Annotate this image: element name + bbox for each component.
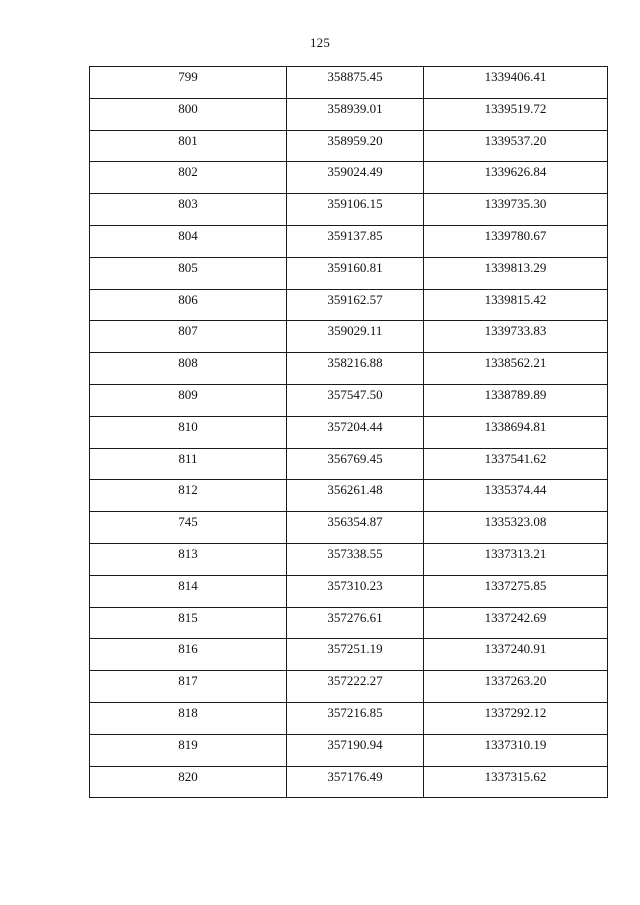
x-coordinate-cell: 358939.01 (287, 98, 424, 130)
coordinates-table (89, 66, 608, 798)
point-number-cell: 817 (90, 671, 287, 703)
point-number-cell: 810 (90, 416, 287, 448)
point-number-cell: 808 (90, 353, 287, 385)
y-coordinate-cell: 1339519.72 (424, 98, 608, 130)
y-coordinate-cell: 1335323.08 (424, 512, 608, 544)
table-row (90, 575, 608, 607)
point-number-cell: 820 (90, 766, 287, 798)
point-number-cell: 805 (90, 257, 287, 289)
y-coordinate-cell: 1337275.85 (424, 575, 608, 607)
point-number-cell: 819 (90, 734, 287, 766)
y-coordinate-cell: 1339537.20 (424, 130, 608, 162)
table-row (90, 480, 608, 512)
table-row (90, 607, 608, 639)
x-coordinate-cell: 357204.44 (287, 416, 424, 448)
y-coordinate-cell: 1338562.21 (424, 353, 608, 385)
table-row (90, 543, 608, 575)
table-row (90, 225, 608, 257)
table-row (90, 512, 608, 544)
point-number-cell: 815 (90, 607, 287, 639)
coordinates-table-container (89, 66, 607, 798)
y-coordinate-cell: 1335374.44 (424, 480, 608, 512)
table-row (90, 257, 608, 289)
y-coordinate-cell: 1339406.41 (424, 67, 608, 99)
table-row (90, 416, 608, 448)
x-coordinate-cell: 357338.55 (287, 543, 424, 575)
y-coordinate-cell: 1338789.89 (424, 384, 608, 416)
point-number-cell: 802 (90, 162, 287, 194)
point-number-cell: 807 (90, 321, 287, 353)
y-coordinate-cell: 1337240.91 (424, 639, 608, 671)
table-row (90, 321, 608, 353)
point-number-cell: 812 (90, 480, 287, 512)
table-row (90, 289, 608, 321)
y-coordinate-cell: 1337310.19 (424, 734, 608, 766)
x-coordinate-cell: 359106.15 (287, 194, 424, 226)
table-row (90, 734, 608, 766)
table-row (90, 766, 608, 798)
point-number-cell: 809 (90, 384, 287, 416)
x-coordinate-cell: 356769.45 (287, 448, 424, 480)
x-coordinate-cell: 359029.11 (287, 321, 424, 353)
point-number-cell: 745 (90, 512, 287, 544)
y-coordinate-cell: 1337313.21 (424, 543, 608, 575)
x-coordinate-cell: 357276.61 (287, 607, 424, 639)
x-coordinate-cell: 359160.81 (287, 257, 424, 289)
table-row (90, 67, 608, 99)
x-coordinate-cell: 358875.45 (287, 67, 424, 99)
table-row (90, 671, 608, 703)
point-number-cell: 814 (90, 575, 287, 607)
x-coordinate-cell: 357190.94 (287, 734, 424, 766)
x-coordinate-cell: 359137.85 (287, 225, 424, 257)
y-coordinate-cell: 1337263.20 (424, 671, 608, 703)
point-number-cell: 803 (90, 194, 287, 226)
x-coordinate-cell: 356261.48 (287, 480, 424, 512)
x-coordinate-cell: 358216.88 (287, 353, 424, 385)
y-coordinate-cell: 1339735.30 (424, 194, 608, 226)
table-row (90, 98, 608, 130)
table-row (90, 702, 608, 734)
y-coordinate-cell: 1337541.62 (424, 448, 608, 480)
x-coordinate-cell: 357216.85 (287, 702, 424, 734)
table-row (90, 353, 608, 385)
point-number-cell: 800 (90, 98, 287, 130)
x-coordinate-cell: 358959.20 (287, 130, 424, 162)
point-number-cell: 818 (90, 702, 287, 734)
page-number: 125 (309, 35, 331, 50)
x-coordinate-cell: 356354.87 (287, 512, 424, 544)
y-coordinate-cell: 1339733.83 (424, 321, 608, 353)
table-row (90, 448, 608, 480)
x-coordinate-cell: 357176.49 (287, 766, 424, 798)
x-coordinate-cell: 357222.27 (287, 671, 424, 703)
point-number-cell: 816 (90, 639, 287, 671)
y-coordinate-cell: 1337315.62 (424, 766, 608, 798)
point-number-cell: 801 (90, 130, 287, 162)
table-row (90, 194, 608, 226)
x-coordinate-cell: 359162.57 (287, 289, 424, 321)
coordinates-table-body (90, 67, 608, 798)
point-number-cell: 813 (90, 543, 287, 575)
x-coordinate-cell: 357251.19 (287, 639, 424, 671)
y-coordinate-cell: 1339780.67 (424, 225, 608, 257)
y-coordinate-cell: 1337242.69 (424, 607, 608, 639)
table-row (90, 162, 608, 194)
table-row (90, 639, 608, 671)
table-row (90, 130, 608, 162)
point-number-cell: 806 (90, 289, 287, 321)
point-number-cell: 799 (90, 67, 287, 99)
point-number-cell: 811 (90, 448, 287, 480)
y-coordinate-cell: 1339626.84 (424, 162, 608, 194)
x-coordinate-cell: 357547.50 (287, 384, 424, 416)
x-coordinate-cell: 357310.23 (287, 575, 424, 607)
table-row (90, 384, 608, 416)
y-coordinate-cell: 1339815.42 (424, 289, 608, 321)
y-coordinate-cell: 1338694.81 (424, 416, 608, 448)
x-coordinate-cell: 359024.49 (287, 162, 424, 194)
y-coordinate-cell: 1337292.12 (424, 702, 608, 734)
y-coordinate-cell: 1339813.29 (424, 257, 608, 289)
point-number-cell: 804 (90, 225, 287, 257)
